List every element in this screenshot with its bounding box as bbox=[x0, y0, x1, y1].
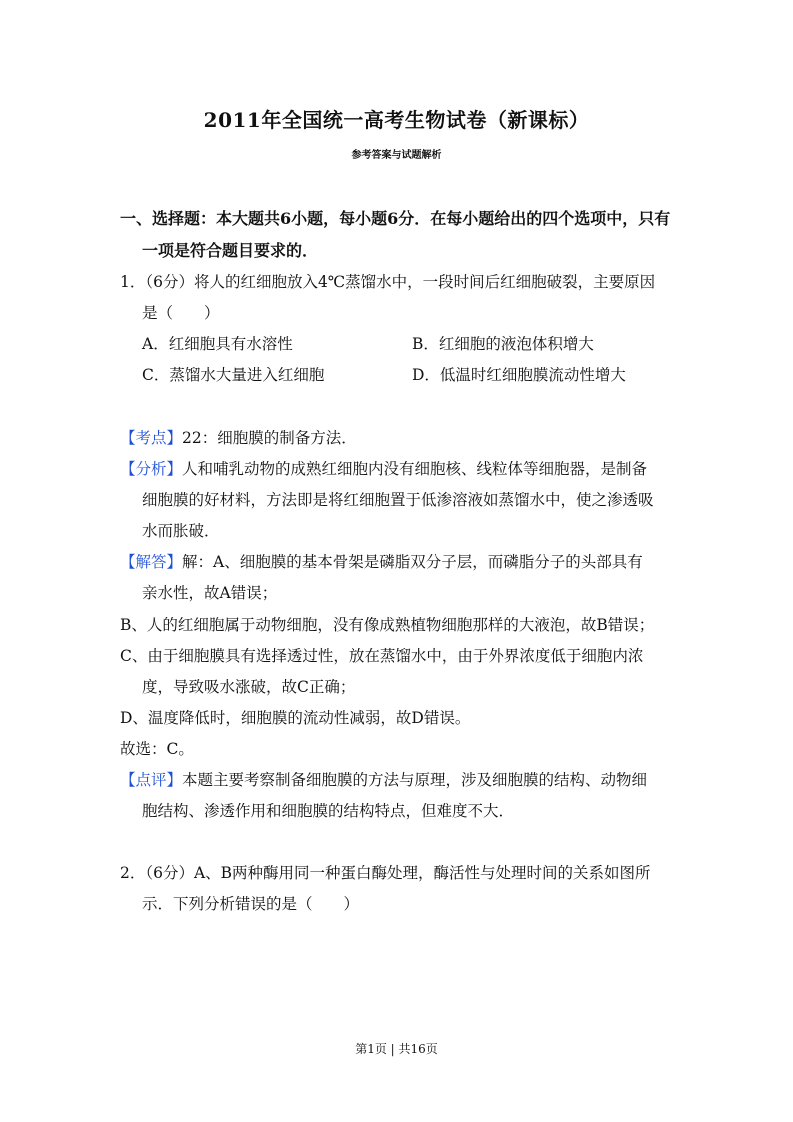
dianping-line1 bbox=[120, 768, 647, 790]
page-footer: 第1页 | 共16页 bbox=[355, 1042, 438, 1056]
dianping-line2: 胞结构、渗透作用和细胞膜的结构特点，但难度不大． bbox=[142, 802, 515, 820]
q1-option-c: C．蒸馏水大量进入红细胞 bbox=[142, 366, 325, 384]
q1-stem-line2: 是（ ） bbox=[142, 304, 220, 322]
fenxi-line1 bbox=[120, 457, 647, 479]
jieda-line3: B、人的红细胞属于动物细胞，没有像成熟植物细胞那样的大液泡，故B错误； bbox=[120, 616, 655, 634]
q1-option-b: B．红细胞的液泡体积增大 bbox=[412, 335, 594, 353]
q1-option-a: A．红细胞具有水溶性 bbox=[142, 335, 293, 353]
q1-stem-line1: 1．（6分）将人的红细胞放入4℃蒸馏水中，一段时间后红细胞破裂，主要原因 bbox=[120, 273, 656, 291]
jieda-line4: C、由于细胞膜具有选择透过性，放在蒸馏水中，由于外界浓度低于细胞内浓 bbox=[120, 647, 644, 665]
section-heading-line1: 一、选择题：本大题共6小题，每小题6分．在每小题给出的四个选项中，只有 bbox=[120, 209, 671, 228]
fenxi-tag: 【分析】 bbox=[120, 460, 183, 478]
page-subtitle: 参考答案与试题解析 bbox=[351, 150, 442, 161]
fenxi-text-1: 人和哺乳动物的成熟红细胞内没有细胞核、线粒体等细胞器，是制备 bbox=[182, 460, 648, 478]
jieda-line5: 度，导致吸水涨破，故C正确； bbox=[142, 678, 356, 696]
dianping-text-1: 本题主要考察制备细胞膜的方法与原理，涉及细胞膜的结构、动物细 bbox=[182, 771, 648, 789]
kaodian-line bbox=[120, 426, 357, 448]
jieda-line6: D、温度降低时，细胞膜的流动性减弱，故D错误。 bbox=[120, 709, 471, 727]
q2-stem-line2: 示．下列分析错误的是（ ） bbox=[142, 895, 360, 913]
answer-line: 故选：C。 bbox=[120, 740, 194, 758]
jieda-text-1: 解：A、细胞膜的基本骨架是磷脂双分子层，而磷脂分子的头部具有 bbox=[182, 553, 643, 571]
section-heading-line2: 一项是符合题目要求的． bbox=[142, 241, 319, 260]
dianping-tag: 【点评】 bbox=[120, 771, 183, 789]
page-title: 2011年全国统一高考生物试卷（新课标） bbox=[203, 108, 590, 132]
fenxi-line3: 水而胀破． bbox=[142, 522, 220, 540]
fenxi-line2: 细胞膜的好材料，方法即是将红细胞置于低渗溶液如蒸馏水中，使之渗透吸 bbox=[142, 491, 654, 509]
jieda-line2: 亲水性，故A错误； bbox=[142, 584, 278, 602]
q2-stem-line1: 2．（6分）A、B两种酶用同一种蛋白酶处理，酶活性与处理时间的关系如图所 bbox=[120, 864, 651, 882]
q1-option-d: D．低温时红细胞膜流动性增大 bbox=[412, 366, 626, 384]
jieda-tag: 【解答】 bbox=[120, 553, 183, 571]
kaodian-tag: 【考点】 bbox=[120, 429, 183, 447]
kaodian-text: 22：细胞膜的制备方法． bbox=[182, 429, 357, 447]
jieda-line1 bbox=[120, 550, 643, 572]
